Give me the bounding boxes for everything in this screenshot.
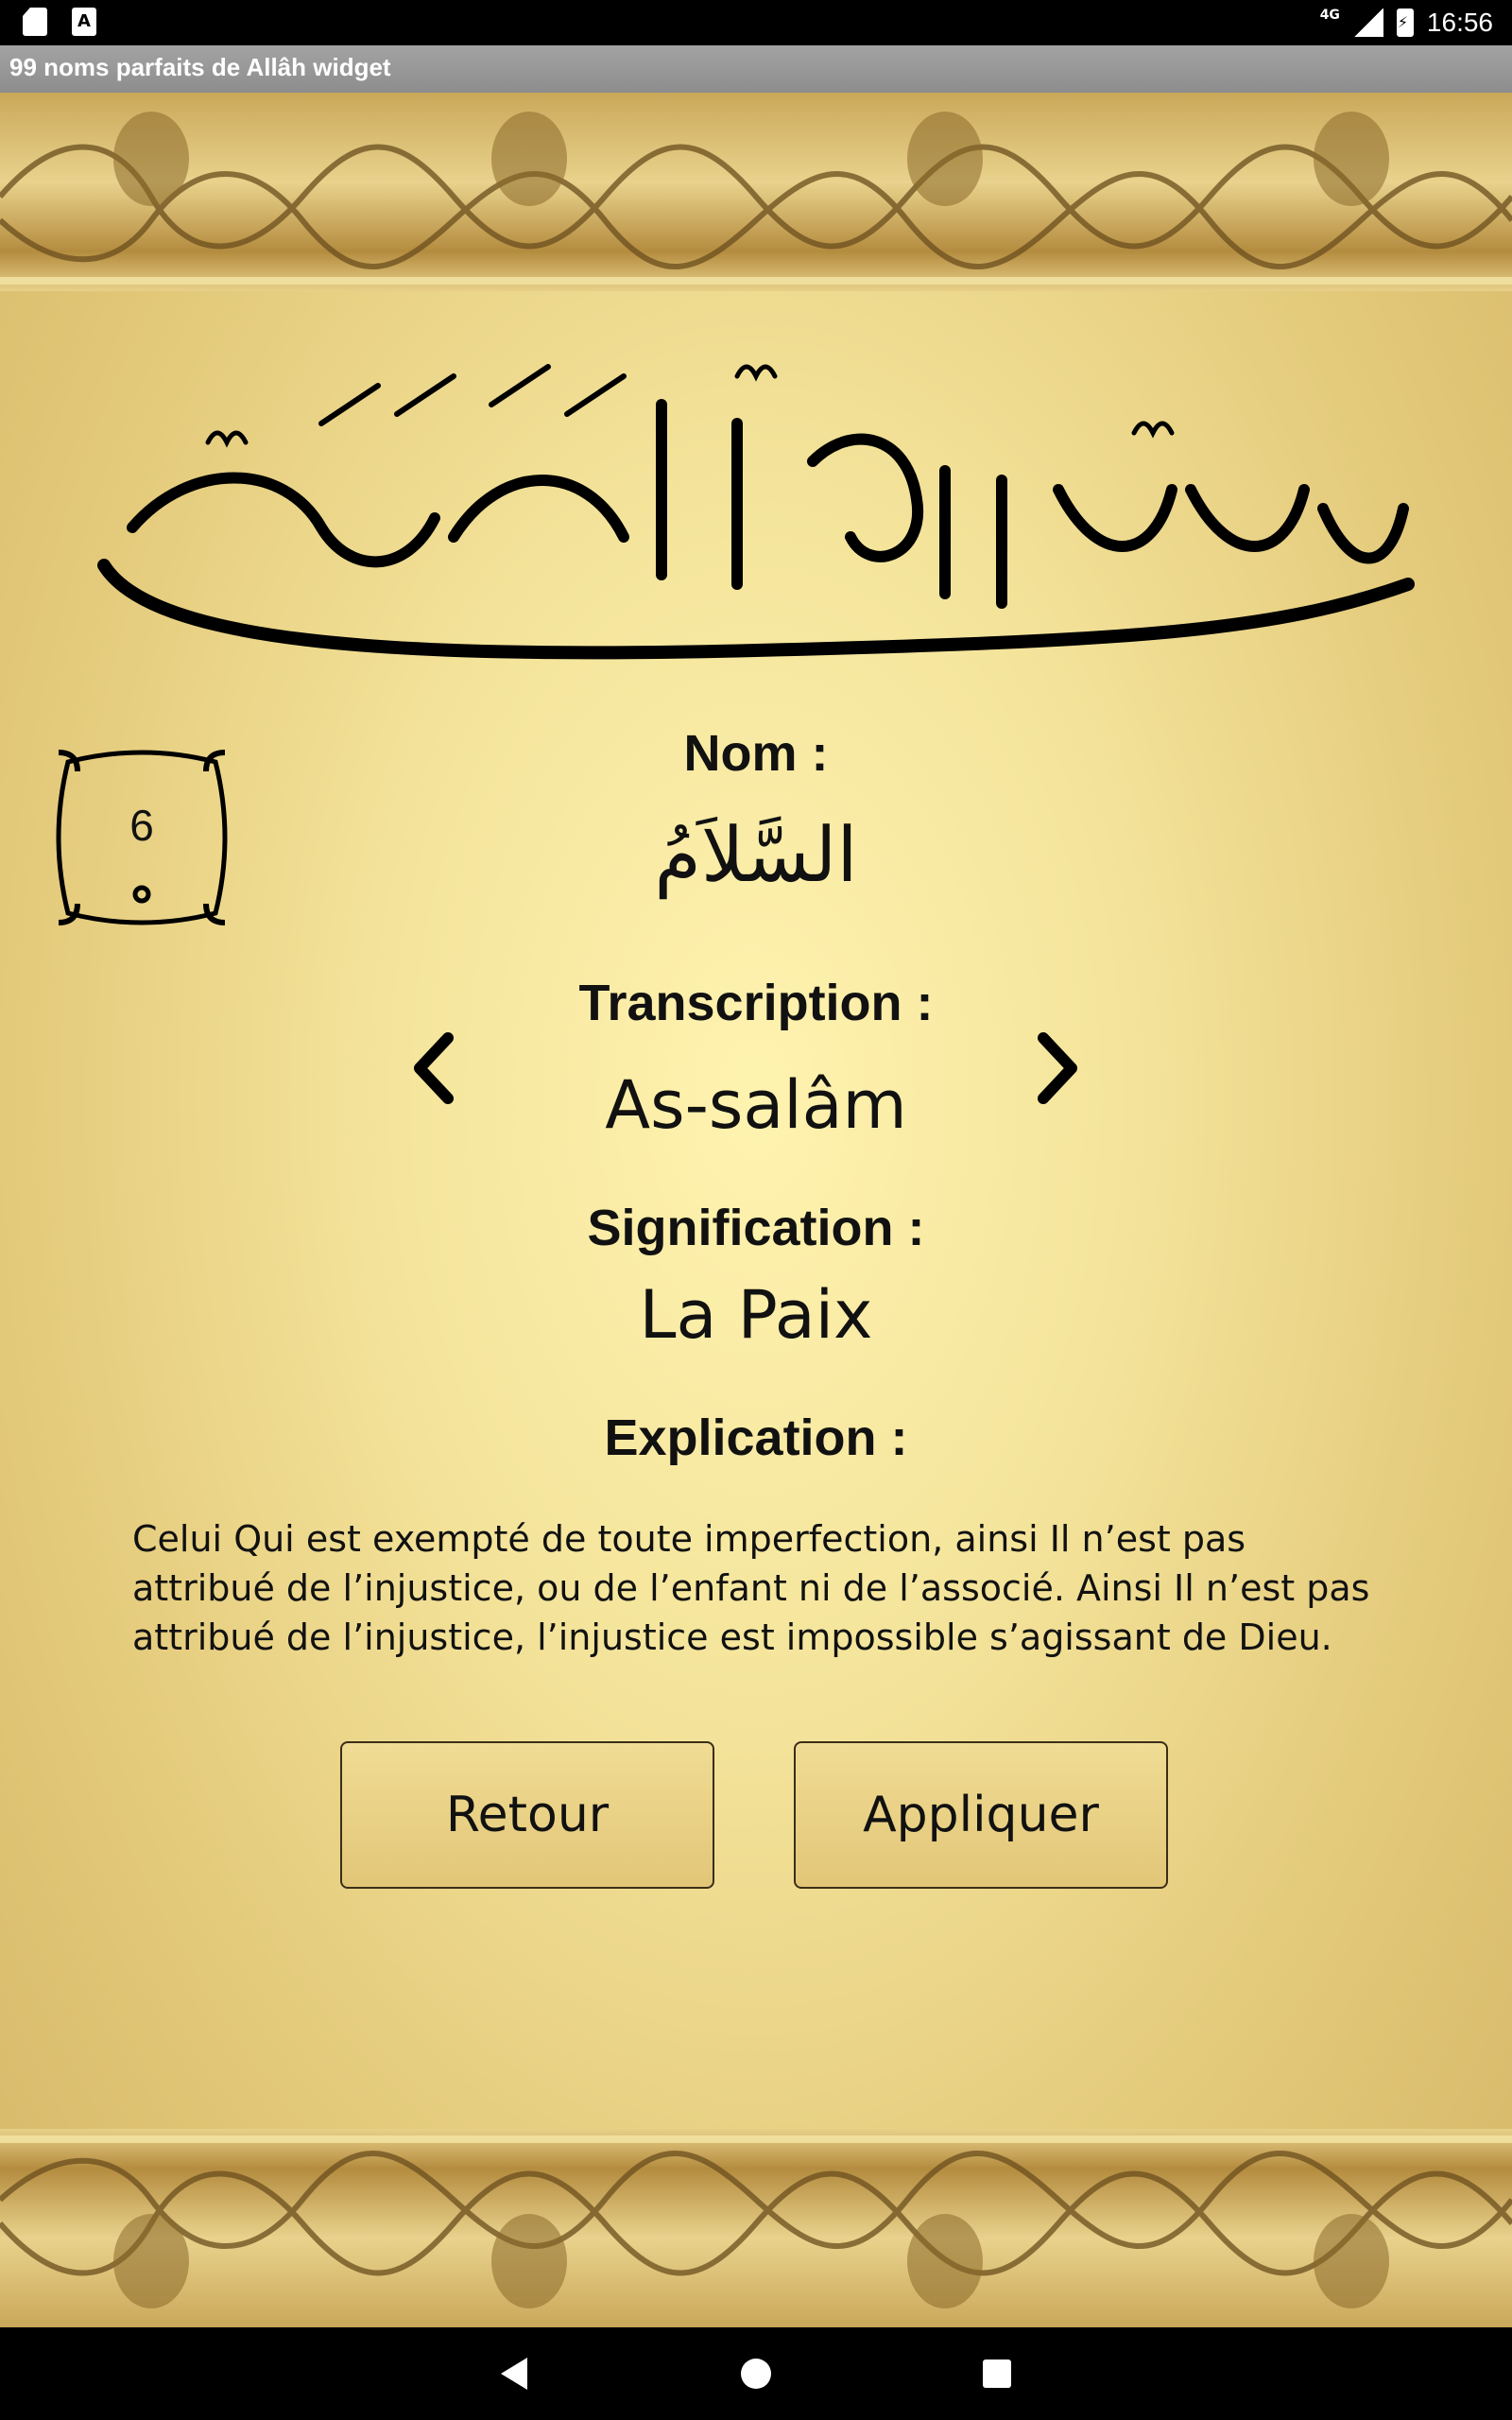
arabic-name: السَّلاَمُ [654, 811, 858, 899]
battery-charging-icon [1397, 9, 1414, 37]
transcription-label: Transcription : [578, 975, 934, 1031]
clock: 16:56 [1426, 8, 1493, 37]
meaning-label: Signification : [587, 1200, 925, 1256]
meaning-value: La Paix [639, 1276, 873, 1354]
top-ornament-border [0, 93, 1512, 291]
name-number: 6 [129, 801, 154, 850]
app-content [0, 93, 1512, 2327]
basmala-calligraphy-image [94, 348, 1418, 726]
status-bar [0, 0, 1512, 45]
explanation-label: Explication : [604, 1409, 908, 1466]
network-type: 4G [1319, 8, 1340, 23]
system-navigation-bar [0, 2327, 1512, 2420]
explanation-text: Celui Qui est exempté de toute imperfection, ainsi Il n’est pas attribué de l’injustice, ou de l’enfant ni de l’associé. Ainsi Il n’est pas attribué de l’injustice, l’injustice est impossible s’agissant de Dieu. [132, 1518, 1370, 1658]
name-label: Nom : [683, 725, 829, 782]
app-title: 99 noms parfaits de Allâh widget [9, 53, 391, 81]
square-recent-icon[interactable] [973, 2350, 1021, 2397]
triangle-back-icon[interactable] [491, 2350, 539, 2397]
bottom-ornament-border [0, 2129, 1512, 2327]
circle-home-icon[interactable] [732, 2350, 780, 2397]
font-a-icon: A [72, 8, 96, 36]
transcription-value: As-salâm [605, 1066, 907, 1144]
chevron-right-icon[interactable] [1028, 1030, 1085, 1106]
app-title-bar [0, 45, 1512, 93]
sd-card-icon [23, 8, 47, 36]
apply-button[interactable]: Appliquer [794, 1741, 1168, 1889]
signal-icon [1353, 9, 1383, 37]
back-button[interactable]: Retour [340, 1741, 714, 1889]
chevron-left-icon[interactable] [406, 1030, 463, 1106]
